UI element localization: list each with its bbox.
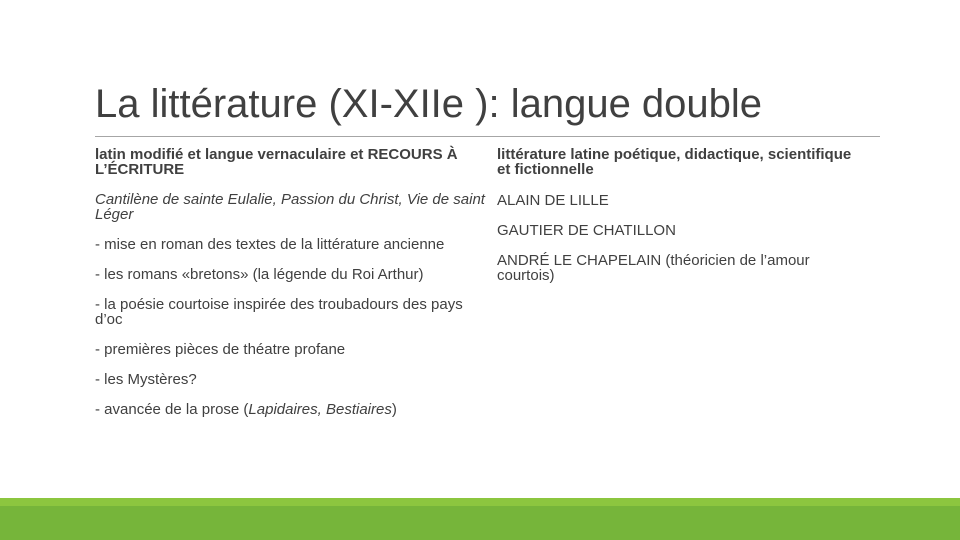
list-item: - premières pièces de théatre profane bbox=[95, 341, 346, 358]
left-heading: latin modifié et langue vernaculaire et RECOURS À L’ÉCRITURE bbox=[95, 146, 458, 178]
left-column bbox=[95, 147, 485, 432]
list-item bbox=[95, 402, 485, 417]
author-item: ANDRÉ LE CHAPELAIN (théoricien de l’amour courtois) bbox=[497, 252, 810, 284]
prose-item-before: - avancée de la prose ( bbox=[95, 401, 249, 418]
list-item: - les romans «bretons» (la légende du Roi Arthur) bbox=[95, 266, 424, 283]
prose-item-after: ) bbox=[391, 401, 397, 418]
right-heading: littérature latine poétique, didactique, scientifique et fictionnelle bbox=[497, 146, 852, 178]
cantilene-item bbox=[95, 192, 485, 222]
title-divider bbox=[95, 136, 880, 137]
list-item: - la poésie courtoise inspirée des troubadours des pays d’oc bbox=[95, 296, 463, 328]
list-item: - mise en roman des textes de la littérature ancienne bbox=[95, 236, 445, 253]
author-item: ALAIN DE LILLE bbox=[497, 192, 609, 209]
footer-accent-edge bbox=[0, 498, 960, 506]
list-item: - les Mystères? bbox=[95, 371, 197, 388]
prose-item-italic: Lapidaires, Bestiaires bbox=[248, 401, 392, 418]
right-column bbox=[497, 147, 867, 298]
slide-title: La littérature (XI-XIIe ): langue double bbox=[95, 82, 763, 126]
cantilene-text: Cantilène de sainte Eulalie, Passion du Christ, Vie de saint Léger bbox=[95, 191, 485, 223]
author-item: GAUTIER DE CHATILLON bbox=[497, 222, 676, 239]
